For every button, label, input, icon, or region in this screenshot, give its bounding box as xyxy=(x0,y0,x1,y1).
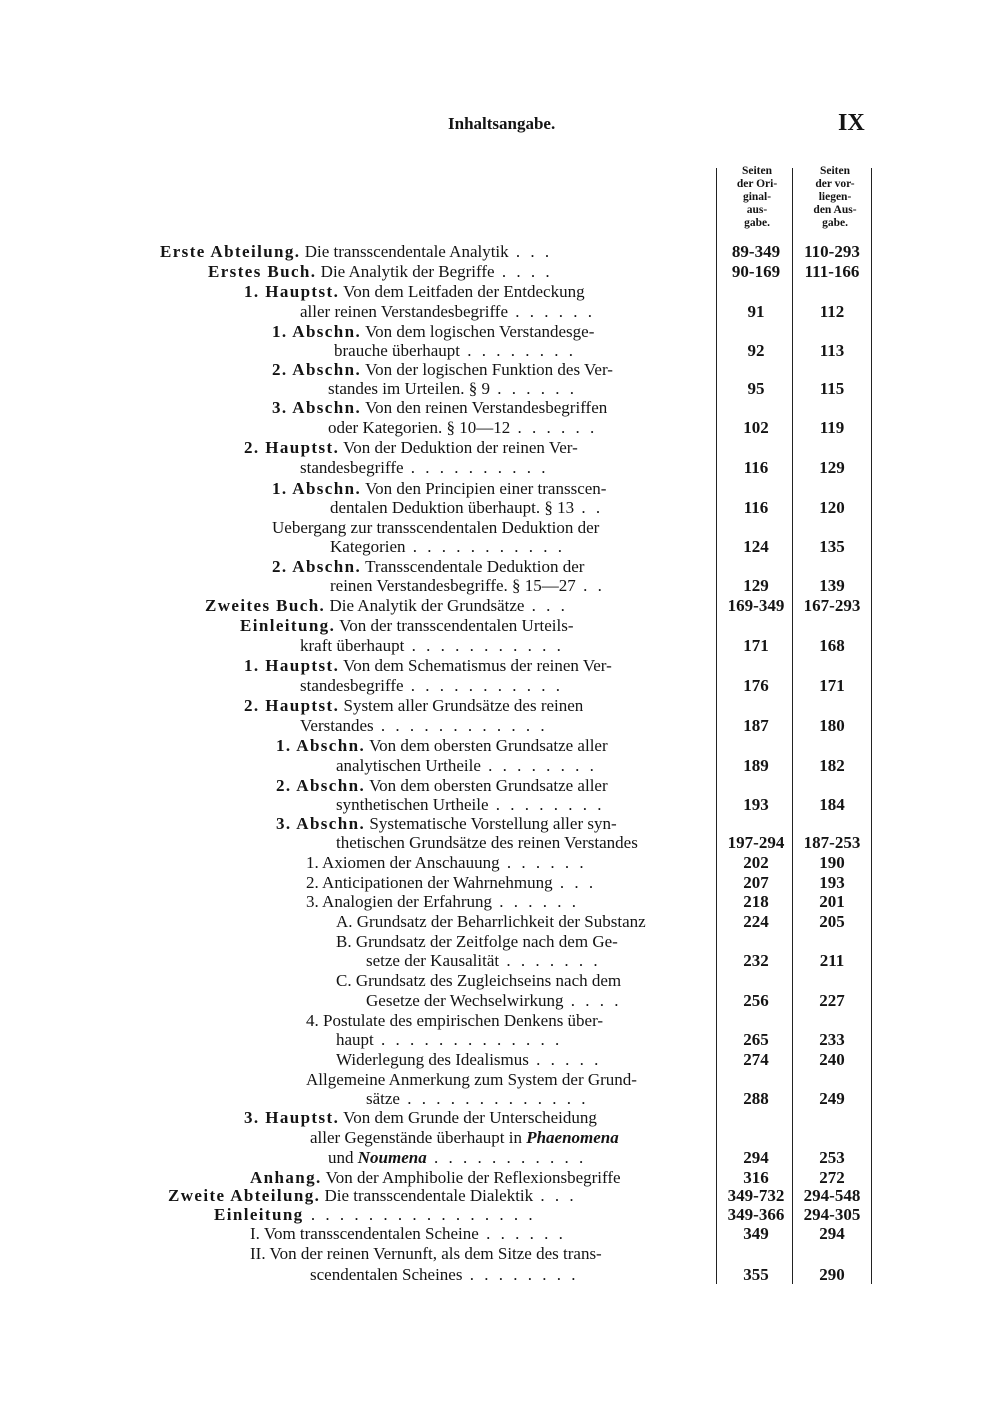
toc-entry-label: 2. Abschn. xyxy=(272,360,362,379)
toc-entry-title: Allgemeine Anmerkung zum System der Grund- xyxy=(306,1070,637,1089)
page-ref-present: 227 xyxy=(819,991,845,1010)
toc-entry-title: I. Vom transscendentalen Scheine xyxy=(250,1224,479,1243)
toc-entry-leader: . . . . . . . . . . xyxy=(403,458,549,477)
page-ref-present: 193 xyxy=(819,873,845,892)
toc-entry-label: 1. Abschn. xyxy=(272,322,362,341)
page-ref-original: 265 xyxy=(743,1030,769,1049)
toc-entry-leader: . . . xyxy=(524,596,568,615)
toc-entry-title: Von der logischen Funktion des Ver- xyxy=(361,360,613,379)
page-ref-original: 189 xyxy=(743,756,769,775)
toc-entry-label: 1. Abschn. xyxy=(276,736,366,755)
page-ref-original: 294 xyxy=(743,1148,769,1167)
page-ref-present: 168 xyxy=(819,636,845,655)
toc-entry-text xyxy=(244,1108,708,1128)
toc-entry-leader: . . xyxy=(574,498,604,517)
toc-entry-text xyxy=(336,932,708,952)
toc-entry-text xyxy=(336,971,708,991)
toc-entry xyxy=(0,302,1000,322)
toc-entry xyxy=(0,1244,1000,1264)
page-ref-original: 89-349 xyxy=(731,242,781,261)
toc-entry-text xyxy=(244,438,708,458)
toc-entry-title: setze der Kausalität xyxy=(366,951,500,970)
toc-entry-label: 1. Hauptst. xyxy=(244,656,340,675)
toc-entry xyxy=(0,537,1000,557)
running-title: Inhaltsangabe. xyxy=(448,114,556,133)
page-ref-present: 135 xyxy=(819,537,845,556)
toc-entry-text xyxy=(272,398,708,418)
toc-entry xyxy=(0,1070,1000,1090)
toc-entry xyxy=(0,341,1000,361)
toc-entry-text xyxy=(160,242,708,262)
toc-entry-title: Systematische Vorstellung aller syn- xyxy=(365,814,617,833)
page-ref-present: 233 xyxy=(819,1030,845,1049)
toc-entry-text xyxy=(168,1186,708,1206)
page-ref-present: 205 xyxy=(819,912,845,931)
page-ref-present: 294 xyxy=(819,1224,845,1243)
toc-entry-label: Anhang. xyxy=(250,1168,322,1187)
toc-entry-text xyxy=(306,853,708,873)
toc-entry-title: Kategorien xyxy=(330,537,406,556)
toc-entry-label: 2. Abschn. xyxy=(272,557,362,576)
toc-entry-text xyxy=(306,1070,708,1090)
page-ref-original: 91 xyxy=(747,302,765,321)
toc-entry-leader: . . . . . . . . . . . . . xyxy=(373,1030,563,1049)
toc-entry-leader: . . . . . . . . xyxy=(480,756,597,775)
toc-entry-label: 2. Hauptst. xyxy=(244,696,340,715)
toc-entry xyxy=(0,932,1000,952)
page-ref-present: 167-293 xyxy=(803,596,861,615)
page-ref-present: 112 xyxy=(819,302,845,321)
toc-entry-text xyxy=(366,951,708,971)
toc-entry-text xyxy=(214,1205,708,1225)
toc-entry-title: brauche überhaupt xyxy=(334,341,461,360)
page-ref-original: 256 xyxy=(743,991,769,1010)
toc-entry-title: 2. Anticipationen der Wahrnehmung xyxy=(306,873,553,892)
toc-entry xyxy=(0,518,1000,538)
toc-entry-leader: . . . . . . . . xyxy=(462,1265,579,1284)
toc-entry-text xyxy=(272,518,708,538)
toc-entry xyxy=(0,853,1000,873)
toc-entry-leader: . . . . . . . . xyxy=(488,795,605,814)
toc-entry-text xyxy=(306,1011,708,1031)
toc-entry-label: 2. Hauptst. xyxy=(244,438,340,457)
toc-entry-text xyxy=(205,596,708,616)
toc-entry-title: A. Grundsatz der Beharrlichkeit der Substanz xyxy=(336,912,646,931)
toc-entry-leader: . . . . xyxy=(494,262,553,281)
toc-entry xyxy=(0,479,1000,499)
toc-entry-text xyxy=(336,833,708,853)
page-ref-present: 187-253 xyxy=(803,833,861,852)
toc-entry-text xyxy=(336,912,708,932)
toc-entry xyxy=(0,795,1000,815)
page-ref-original: 349-366 xyxy=(727,1205,785,1224)
toc-entry-text xyxy=(336,1050,708,1070)
toc-entry xyxy=(0,873,1000,893)
toc-entry-title: kraft überhaupt xyxy=(300,636,405,655)
page-ref-present: 129 xyxy=(819,458,845,477)
toc-entry-title: und xyxy=(328,1148,358,1167)
toc-entry-title: C. Grundsatz des Zugleichseins nach dem xyxy=(336,971,622,990)
toc-entry-label: 3. Hauptst. xyxy=(244,1108,340,1127)
toc-entry-label: 1. Hauptst. xyxy=(244,282,340,301)
toc-entry-title: Widerlegung des Idealismus xyxy=(336,1050,529,1069)
toc-entry-leader: . . . . . . . . . . . . xyxy=(373,716,548,735)
toc-entry-text xyxy=(300,458,708,478)
toc-entry-leader: . . . . . . xyxy=(499,853,587,872)
page-ref-present: 249 xyxy=(819,1089,845,1108)
toc-entry-text xyxy=(208,262,708,282)
page-ref-present: 120 xyxy=(819,498,845,517)
toc-entry-title: Die Analytik der Begriffe xyxy=(316,262,495,281)
toc-entry-title: Verstandes xyxy=(300,716,374,735)
toc-entry-text xyxy=(250,1224,708,1244)
page-ref-present: 119 xyxy=(819,418,845,437)
toc-entry xyxy=(0,776,1000,796)
toc-entry xyxy=(0,1108,1000,1128)
page-ref-original: 316 xyxy=(743,1168,769,1187)
toc-entry-title: Die Analytik der Grundsätze xyxy=(325,596,525,615)
page-ref-original: 171 xyxy=(743,636,769,655)
toc-entry xyxy=(0,1186,1000,1206)
page-ref-original: 349 xyxy=(743,1224,769,1243)
toc-entry xyxy=(0,833,1000,853)
toc-entry-title: Von dem obersten Grundsatze aller xyxy=(365,776,608,795)
page-ref-original: 288 xyxy=(743,1089,769,1108)
toc-entry xyxy=(0,1224,1000,1244)
toc-entry-title: 3. Analogien der Erfahrung xyxy=(306,892,492,911)
toc-entry-text xyxy=(310,1128,708,1148)
page-ref-present: 184 xyxy=(819,795,845,814)
page-ref-present: 110-293 xyxy=(804,242,860,261)
toc-entry-label: Zweites Buch. xyxy=(205,596,326,615)
toc-entry-text xyxy=(300,636,708,656)
toc-entry-leader: . . xyxy=(575,576,605,595)
toc-entry-leader: . . . xyxy=(552,873,597,892)
page-ref-original: 124 xyxy=(743,537,769,556)
page-ref-present: 272 xyxy=(819,1168,845,1187)
toc-entry-title: analytischen Urtheile xyxy=(336,756,481,775)
toc-entry-title: Die transscendentale Analytik xyxy=(300,242,509,261)
toc-entry-title: System aller Grundsätze des reinen xyxy=(339,696,584,715)
toc-entry xyxy=(0,596,1000,616)
toc-entry xyxy=(0,676,1000,696)
toc-entry xyxy=(0,991,1000,1011)
toc-entry-title: Von den reinen Verstandesbegriffen xyxy=(361,398,608,417)
toc-entry-text xyxy=(244,656,708,676)
toc-entry-leader: . . . . . . . . . . . . . . . . xyxy=(303,1205,536,1224)
toc-entry-text xyxy=(276,736,708,756)
page-ref-present: 211 xyxy=(819,951,845,970)
page-ref-present: 253 xyxy=(819,1148,845,1167)
toc-entry-leader: . . . . . . . . . . . xyxy=(403,676,564,695)
page-ref-original: 349-732 xyxy=(727,1186,785,1205)
page-ref-original: 274 xyxy=(743,1050,769,1069)
page-ref-original: 355 xyxy=(743,1265,769,1284)
toc-entry-text xyxy=(328,418,708,438)
toc-entry-title: 4. Postulate des empirischen Denkens über- xyxy=(306,1011,604,1030)
toc-entry-leader: . . . . . xyxy=(528,1050,602,1069)
toc-entry-text xyxy=(330,537,708,557)
toc-entry-text xyxy=(300,716,708,736)
toc-entry xyxy=(0,498,1000,518)
toc-entry xyxy=(0,576,1000,596)
toc-entry-title: aller reinen Verstandesbegriffe xyxy=(300,302,509,321)
toc-entry xyxy=(0,282,1000,302)
toc-entry xyxy=(0,1205,1000,1225)
toc-entry-emphasis: Noumena xyxy=(357,1148,427,1167)
toc-entry xyxy=(0,262,1000,282)
toc-entry-text xyxy=(330,576,708,596)
page-ref-present: 139 xyxy=(819,576,845,595)
toc-entry-leader: . . . . . . xyxy=(489,379,577,398)
toc-entry-title: Transscendentale Deduktion der xyxy=(361,557,585,576)
toc-entry-label: Einleitung. xyxy=(240,616,336,635)
toc-entry-title: Von der Amphibolie der Reflexionsbegriffe xyxy=(321,1168,621,1187)
page-ref-original: 176 xyxy=(743,676,769,695)
toc-entry-text xyxy=(306,892,708,912)
toc-entry-label: Einleitung xyxy=(214,1205,304,1224)
page-ref-original: 129 xyxy=(743,576,769,595)
page-ref-original: 232 xyxy=(743,951,769,970)
page-ref-present: 113 xyxy=(819,341,845,360)
toc-entry-title: II. Von der reinen Vernunft, als dem Sitze des trans- xyxy=(250,1244,602,1263)
page-ref-original: 116 xyxy=(743,498,769,517)
toc-entry-title: Von dem logischen Verstandesge- xyxy=(361,322,595,341)
toc-entry-leader: . . . xyxy=(508,242,553,261)
page-ref-original: 90-169 xyxy=(731,262,781,281)
toc-entry-title: reinen Verstandesbegriffe. § 15—27 xyxy=(330,576,576,595)
toc-entry-title: Von dem Schematismus der reinen Ver- xyxy=(339,656,612,675)
toc-entry-leader: . . . xyxy=(533,1186,577,1205)
page-ref-original: 102 xyxy=(743,418,769,437)
toc-entry xyxy=(0,1011,1000,1031)
toc-entry-text xyxy=(334,341,708,361)
toc-entry xyxy=(0,1148,1000,1168)
toc-entry-text xyxy=(272,322,708,342)
toc-entry-title: B. Grundsatz der Zeitfolge nach dem Ge- xyxy=(336,932,618,951)
page-ref-present: 240 xyxy=(819,1050,845,1069)
toc-entry xyxy=(0,892,1000,912)
toc-entry-text xyxy=(300,302,708,322)
toc-entry-title: Gesetze der Wechselwirkung xyxy=(366,991,564,1010)
toc-entry xyxy=(0,1030,1000,1050)
toc-entry xyxy=(0,360,1000,380)
toc-entry-text xyxy=(330,498,708,518)
toc-entry-title: standes im Urteilen. § 9 xyxy=(328,379,490,398)
toc-entry-text xyxy=(276,776,708,796)
toc-entry-text xyxy=(250,1168,708,1188)
toc-entry xyxy=(0,1265,1000,1285)
page-ref-present: 290 xyxy=(819,1265,845,1284)
page-ref-present: 171 xyxy=(819,676,845,695)
page-ref-original: 169-349 xyxy=(727,596,785,615)
toc-entry-leader: . . . . . . . . . . . . . xyxy=(399,1089,589,1108)
toc-entry xyxy=(0,656,1000,676)
toc-entry xyxy=(0,557,1000,577)
toc-entry-title: aller Gegenstände überhaupt in xyxy=(310,1128,527,1147)
page-ref-original: 207 xyxy=(743,873,769,892)
toc-entry xyxy=(0,951,1000,971)
toc-entry xyxy=(0,1128,1000,1148)
page-ref-original: 95 xyxy=(747,379,765,398)
toc-entry-text xyxy=(366,1089,708,1109)
page-ref-present: 294-305 xyxy=(803,1205,861,1224)
page-ref-present: 111-166 xyxy=(804,262,860,281)
toc-entry-text xyxy=(336,756,708,776)
toc-entry-title: haupt xyxy=(336,1030,374,1049)
toc-entry-text xyxy=(306,873,708,893)
toc-entry xyxy=(0,971,1000,991)
toc-entry xyxy=(0,912,1000,932)
toc-entry-title: thetischen Grundsätze des reinen Verstandes xyxy=(336,833,638,852)
toc-entry-title: standesbegriffe xyxy=(300,458,404,477)
page-ref-original: 197-294 xyxy=(727,833,785,852)
page-ref-original: 224 xyxy=(743,912,769,931)
toc-entry-label: Erste Abteilung. xyxy=(160,242,301,261)
page-ref-present: 182 xyxy=(819,756,845,775)
toc-entry-label: Zweite Abteilung. xyxy=(168,1186,321,1205)
toc-entry xyxy=(0,736,1000,756)
page-ref-present: 115 xyxy=(819,379,845,398)
toc-entry xyxy=(0,1168,1000,1188)
toc-entry xyxy=(0,1050,1000,1070)
toc-entry xyxy=(0,696,1000,716)
toc-entry-title: Von den Principien einer transscen- xyxy=(361,479,607,498)
toc-entry-leader: . . . . . . xyxy=(510,418,598,437)
toc-entry-leader: . . . . . . xyxy=(478,1224,566,1243)
page-ref-present: 180 xyxy=(819,716,845,735)
toc-entry-text xyxy=(336,795,708,815)
column-header-original-edition: Seiten der Ori- ginal- aus- gabe. xyxy=(736,165,778,229)
toc-entry xyxy=(0,1089,1000,1109)
toc-entry-emphasis: Phaenomena xyxy=(526,1128,619,1147)
toc-entry-title: sätze xyxy=(366,1089,400,1108)
toc-entry xyxy=(0,814,1000,834)
toc-entry-label: 3. Abschn. xyxy=(272,398,362,417)
toc-entry-title: oder Kategorien. § 10—12 xyxy=(328,418,511,437)
toc-entry-text xyxy=(272,360,708,380)
toc-entry-text xyxy=(300,676,708,696)
toc-entry-text xyxy=(366,991,708,1011)
toc-entry-text xyxy=(240,616,708,636)
page-ref-present: 201 xyxy=(819,892,845,911)
toc-entry-leader: . . . . . . . . xyxy=(460,341,577,360)
toc-entry-leader: . . . . . . . xyxy=(499,951,601,970)
toc-entry xyxy=(0,379,1000,399)
page-ref-original: 116 xyxy=(743,458,769,477)
toc-entry-leader: . . . . . . . . . . . xyxy=(405,537,566,556)
toc-entry-text xyxy=(336,1030,708,1050)
toc-entry-text xyxy=(328,1148,708,1168)
toc-entry-text xyxy=(244,696,708,716)
page-ref-original: 92 xyxy=(747,341,765,360)
page-ref-original: 218 xyxy=(743,892,769,911)
toc-entry-text xyxy=(244,282,708,302)
toc-entry-text xyxy=(310,1265,708,1285)
toc-entry xyxy=(0,616,1000,636)
toc-entry-text xyxy=(276,814,708,834)
column-header-present-edition: Seiten der vor- liegen- den Aus- gabe. xyxy=(813,165,857,229)
page-ref-original: 202 xyxy=(743,853,769,872)
toc-entry-title: Die transscendentale Dialektik xyxy=(320,1186,534,1205)
toc-entry-title: 1. Axiomen der Anschauung xyxy=(306,853,500,872)
toc-entry xyxy=(0,756,1000,776)
toc-entry-title: scendentalen Scheines xyxy=(310,1265,463,1284)
toc-entry xyxy=(0,458,1000,478)
toc-entry-text xyxy=(250,1244,708,1264)
toc-entry-title: Von dem obersten Grundsatze aller xyxy=(365,736,608,755)
toc-entry xyxy=(0,716,1000,736)
toc-entry-title: dentalen Deduktion überhaupt. § 13 xyxy=(330,498,575,517)
toc-entry-label: Erstes Buch. xyxy=(208,262,317,281)
toc-entry-label: 1. Abschn. xyxy=(272,479,362,498)
toc-entry-title: Uebergang zur transscendentalen Deduktion der xyxy=(272,518,600,537)
toc-entry-text xyxy=(328,379,708,399)
page-number: IX xyxy=(838,110,865,136)
toc-entry-leader: . . . . . . . . . . . xyxy=(404,636,564,655)
toc-entry xyxy=(0,418,1000,438)
page-ref-original: 187 xyxy=(743,716,769,735)
toc-entry xyxy=(0,322,1000,342)
toc-entry-label: 2. Abschn. xyxy=(276,776,366,795)
toc-entry-title: standesbegriffe xyxy=(300,676,404,695)
toc-entry xyxy=(0,242,1000,262)
toc-entry xyxy=(0,398,1000,418)
page-ref-present: 294-548 xyxy=(803,1186,861,1205)
toc-entry-leader: . . . . xyxy=(563,991,622,1010)
toc-entry-leader: . . . . . . xyxy=(492,892,579,911)
toc-entry xyxy=(0,636,1000,656)
toc-entry-title: Von der transscendentalen Urteils- xyxy=(335,616,574,635)
toc-entry-title: synthetischen Urtheile xyxy=(336,795,489,814)
toc-entry-label: 3. Abschn. xyxy=(276,814,366,833)
toc-entry-leader: . . . . . . . . . . . xyxy=(426,1148,587,1167)
toc-entry-title: Von der Deduktion der reinen Ver- xyxy=(339,438,578,457)
toc-entry-title: Von dem Leitfaden der Entdeckung xyxy=(339,282,585,301)
toc-entry-text xyxy=(272,479,708,499)
toc-entry-title: Von dem Grunde der Unterscheidung xyxy=(339,1108,597,1127)
toc-entry xyxy=(0,438,1000,458)
toc-entry-leader: . . . . . . xyxy=(508,302,596,321)
page-ref-present: 190 xyxy=(819,853,845,872)
page-ref-original: 193 xyxy=(743,795,769,814)
toc-entry-text xyxy=(272,557,708,577)
